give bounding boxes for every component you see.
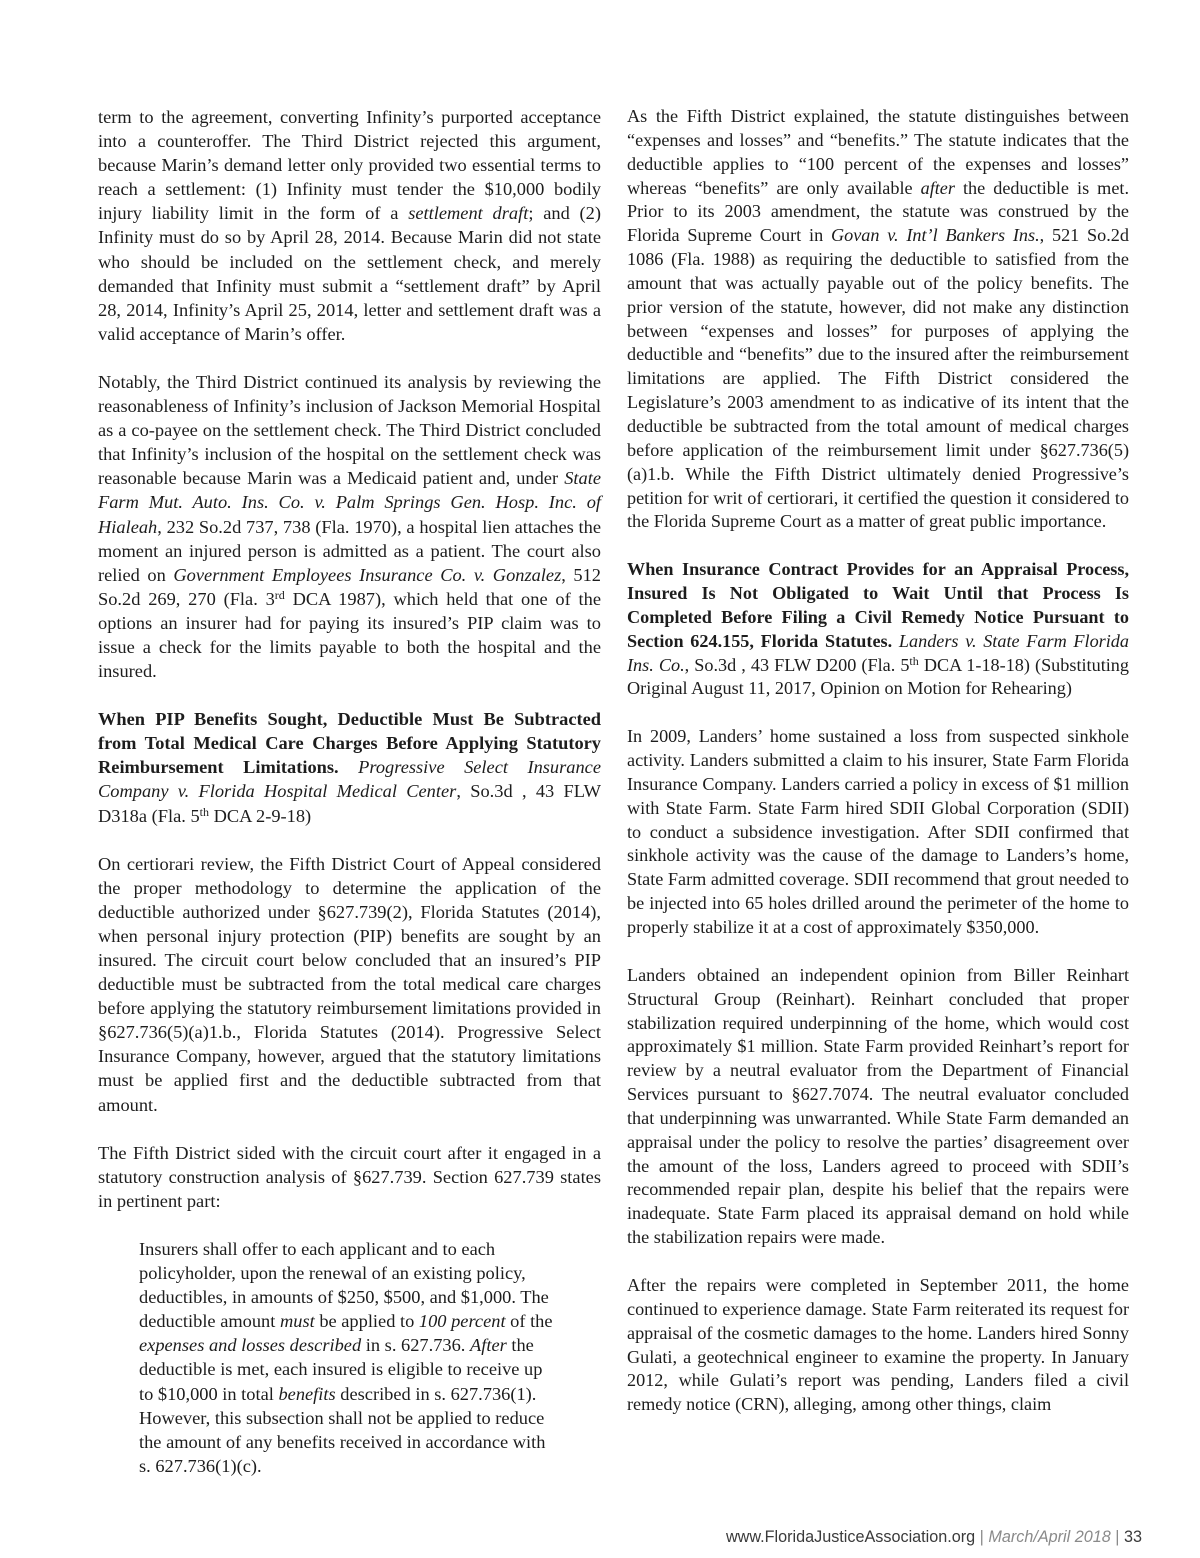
left-column: [98, 105, 601, 1478]
footer-separator: |: [1115, 1528, 1120, 1546]
case-heading: When PIP Benefits Sought, Deductible Must Be Subtracted from Total Medical Care Charges Before Applying Statutory Reimbursement Limitations. Progressive Select Insurance Company v. Florida Hospital Medical Center, So.3d , 43 FLW D318a (Fla. 5th DCA 2-9-18): [98, 709, 602, 826]
paragraph: After the repairs were completed in September 2011, the home continued to experience damage. State Farm reiterated its request for appraisal of the cosmetic damages to the home. Landers hired Sonny Gulati, a geotechnical engineer to examine the property. In January 2012, while Gulati’s report was pending, Landers filed a civil remedy notice (CRN), alleging, among other things, claim: [627, 1274, 1129, 1415]
paragraph: In 2009, Landers’ home sustained a loss from suspected sinkhole activity. Landers submitted a claim to his insurer, State Farm Florida Insurance Company. Landers carried a policy in excess of $1 million with State Farm. State Farm hired SDII Global Corporation (SDII) to conduct a subsidence investigation. After SDII confirmed that sinkhole activity was the cause of the damage to Landers’s home, State Farm admitted coverage. SDII recommend that grout needed to be injected into 65 holes drilled around the perimeter of the home to properly stabilize it at a cost of approximately $350,000.: [627, 726, 1130, 937]
footer-issue: March/April 2018: [988, 1528, 1111, 1546]
paragraph: As the Fifth District explained, the statute distinguishes between “expenses and losses” and “benefits.” The statute indicates that the deductible applies to “100 percent of the expenses and losses” whereas “benefits” are only available after the deductible is met. Prior to its 2003 amendment, the statute was construed by the Florida Supreme Court in Govan v. Int’l Bankers Ins., 521 So.2d 1086 (Fla. 1988) as requiring the deductible to satisfied from the amount that was actually payable out of the policy benefits. The prior version of the statute, however, did not make any distinction between “expenses and losses” for purposes of applying the deductible and “benefits” due to the insured after the reimbursement limitations are applied. The Fifth District considered the Legislature’s 2003 amendment to as indicative of its intent that the deductible be subtracted from the total amount of medical charges before application of the reimbursement limit under §627.736(5)(a)1.b. While the Fifth District ultimately denied Progressive’s petition for writ of certiorari, it certified the question it considered to the Florida Supreme Court as a matter of great public importance.: [627, 106, 1129, 532]
footer-website: www.FloridaJusticeAssociation.org: [725, 1528, 976, 1546]
case-heading: When Insurance Contract Provides for an Appraisal Process, Insured Is Not Obligated to Wait Until that Process Is Completed Before Filing a Civil Remedy Notice Pursuant to Section 624.155, Florida Statutes. Landers v. State Farm Florida Ins. Co., So.3d , 43 FLW D200 (Fla. 5th DCA 1-18-18) (Substituting Original August 11, 2017, Opinion on Motion for Rehearing): [627, 559, 1129, 699]
paragraph: Notably, the Third District continued its analysis by reviewing the reasonableness of Infinity’s inclusion of Jackson Memorial Hospital as a co-payee on the settlement check. The Third District concluded that Infinity’s inclusion of the hospital on the settlement check was reasonable because Marin was a Medicaid patient and, under State Farm Mut. Auto. Ins. Co. v. Palm Springs Gen. Hosp. Inc. of Hialeah, 232 So.2d 737, 738 (Fla. 1970), a hospital lien attaches the moment an injured person is admitted as a patient. The court also relied on Government Employees Insurance Co. v. Gonzalez, 512 So.2d 269, 270 (Fla. 3rd DCA 1987), which held that one of the options an insurer had for paying its insured’s PIP claim was to issue a check for the limits payable to both the hospital and the insured.: [98, 371, 601, 682]
statute-quote: Insurers shall offer to each applicant and to each policyholder, upon the renewal of an existing policy, deductibles, in amounts of $250, $500, and $1,000. The deductible amount must be applied to 100 percent of the expenses and losses described in s. 627.736. After the deductible is met, each insured is eligible to receive up to $10,000 in total benefits described in s. 627.736(1). However, this subsection shall not be applied to reduce the amount of any benefits received in accordance with s. 627.736(1)(c).: [139, 1238, 553, 1476]
paragraph: The Fifth District sided with the circuit court after it engaged in a statutory construction analysis of §627.739. Section 627.739 states in pertinent part:: [98, 1142, 601, 1211]
page-footer: [0, 1528, 1142, 1547]
paragraph: Landers obtained an independent opinion from Biller Reinhart Structural Group (Reinhart). Reinhart concluded that proper stabilization required underpinning of the home, which would cost approximately $1 million. State Farm provided Reinhart’s report for review by a neutral evaluator from the Department of Financial Services pursuant to §627.7074. The neutral evaluator concluded that underpinning was unwarranted. While State Farm demanded an appraisal under the policy to resolve the parties’ disagreement over the amount of the loss, Landers agreed to proceed with SDII’s recommended repair plan, despite his belief that the repairs were inadequate. State Farm placed its appraisal demand on hold while the stabilization repairs were made.: [627, 964, 1129, 1248]
right-column: [627, 105, 1129, 1441]
footer-separator: |: [979, 1528, 984, 1546]
paragraph: On certiorari review, the Fifth District Court of Appeal considered the proper methodology to determine the application of the deductible authorized under §627.739(2), Florida Statutes (2014), when personal injury protection (PIP) benefits are sought by an insured. The circuit court below concluded that an insured’s PIP deductible must be subtracted from the total medical care charges before applying the statutory reimbursement limitations provided in §627.736(5)(a)1.b., Florida Statutes (2014). Progressive Select Insurance Company, however, argued that the statutory limitations must be applied first and the deductible subtracted from that amount.: [98, 853, 601, 1115]
page-number: 33: [1123, 1528, 1142, 1546]
paragraph: term to the agreement, converting Infinity’s purported acceptance into a counteroffer. The Third District rejected this argument, because Marin’s demand letter only provided two essential terms to reach a settlement: (1) Infinity must tender the $10,000 bodily injury liability limit in the form of a settlement draft; and (2) Infinity must do so by April 28, 2014. Because Marin did not state who should be included on the settlement check, and merely demanded that Infinity must submit a “settlement draft” by April 28, 2014, Infinity’s April 25, 2014, letter and settlement draft was a valid acceptance of Marin’s offer.: [98, 107, 601, 344]
